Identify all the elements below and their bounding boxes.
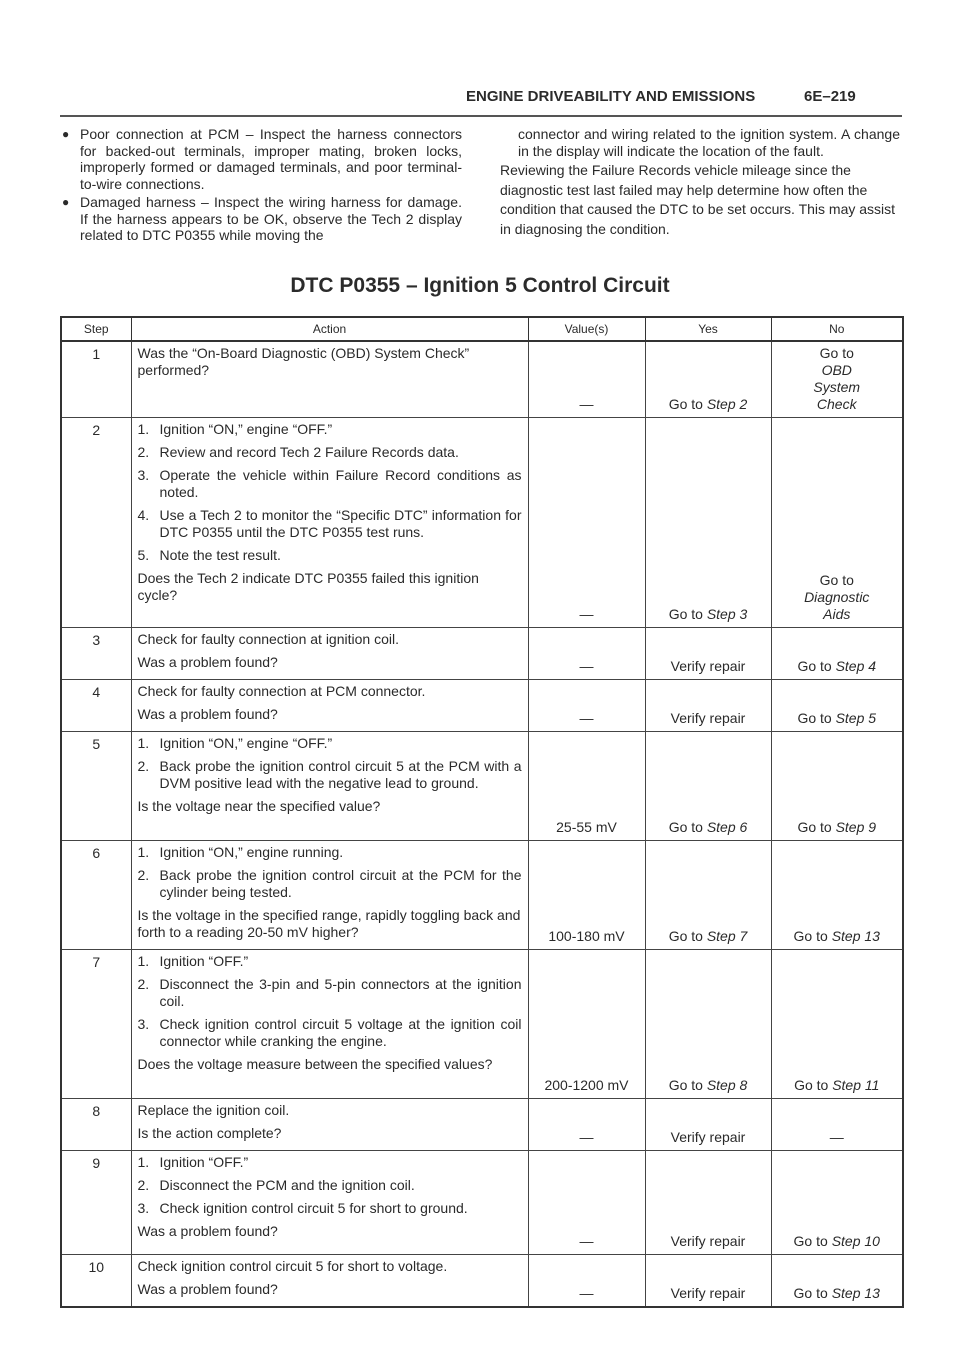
action-item [138,547,522,564]
action-item-text: Use a Tech 2 to monitor the “Specific DTC” information for DTC P0355 until the DTC P0355 test runs. [159,507,522,540]
table-row [61,680,903,732]
bullet-item [62,126,462,192]
table-row [61,1255,903,1307]
step-number: 5 [61,732,131,841]
no-cell [771,1099,903,1151]
action-cell [131,1151,528,1255]
action-cell [131,1255,528,1307]
value-cell: — [528,418,645,628]
no-prefix: Go to [819,345,854,361]
value-cell: — [528,680,645,732]
yes-prefix: Verify repair [670,1233,746,1249]
no-reference: Step 5 [835,710,877,726]
action-cell [131,950,528,1099]
no-prefix: Go to [793,1233,832,1249]
yes-prefix: Verify repair [670,658,746,674]
step-number: 8 [61,1099,131,1151]
action-lead: Check for faulty connection at ignition coil. [137,631,399,647]
step-number: 1 [61,341,131,418]
header-no: No [771,317,903,341]
value-cell: — [528,341,645,418]
no-cell [771,341,903,418]
no-cell [771,732,903,841]
yes-reference: Step 6 [706,819,748,835]
action-question: Was a problem found? [137,1281,278,1297]
action-cell [131,1099,528,1151]
no-prefix: Go to [819,572,854,588]
action-item-number: 1. [137,735,150,751]
action-item-text: Check ignition control circuit 5 for short to ground. [159,1200,468,1216]
action-item [138,735,522,752]
yes-reference: Step 8 [706,1077,748,1093]
yes-prefix: Go to [668,819,707,835]
action-question: Was a problem found? [137,1223,278,1239]
diagnostic-table [60,316,904,1308]
value-cell: 100-180 mV [528,841,645,950]
action-cell [131,341,528,418]
no-cell [771,950,903,1099]
yes-prefix: Go to [668,928,707,944]
yes-cell [645,1151,771,1255]
yes-reference: Step 7 [706,928,748,944]
action-item-text: Ignition “OFF.” [159,1154,249,1170]
table-row [61,841,903,950]
step-number: 9 [61,1151,131,1255]
no-reference: Step 13 [831,1284,880,1301]
action-item-number: 2. [137,1177,150,1193]
yes-cell [645,1099,771,1151]
action-item [138,976,522,1010]
value-cell: — [528,628,645,680]
action-cell [131,628,528,680]
table-header-row [61,317,903,341]
action-item-number: 3. [137,467,150,483]
action-item [138,444,522,461]
no-cell [771,418,903,628]
action-item-text: Back probe the ignition control circuit at the PCM for the cylinder being tested. [159,867,522,900]
header-rule [60,115,902,117]
value-cell: — [528,1255,645,1307]
action-item-number: 3. [137,1016,150,1032]
no-reference: Step 9 [835,819,877,835]
header-yes: Yes [645,317,771,341]
yes-prefix: Go to [668,1077,707,1093]
yes-prefix: Verify repair [670,1129,746,1145]
step-number: 7 [61,950,131,1099]
action-question: Was a problem found? [137,654,278,670]
action-question: Was the “On-Board Diagnostic (OBD) System Check” performed? [137,345,470,378]
header-values: Value(s) [528,317,645,341]
step-number: 4 [61,680,131,732]
action-item [138,953,522,970]
page-title: DTC P0355 – Ignition 5 Control Circuit [290,274,670,297]
bullet-icon: ● [62,127,70,141]
action-item-text: Operate the vehicle within Failure Record conditions as noted. [159,467,522,500]
bullet-continuation: connector and wiring related to the ignition system. A change in the display will indicate the location of the fault. [518,126,900,159]
bullet-text: Damaged harness – Inspect the wiring harness for damage. If the harness appears to be OK, observe the Tech 2 display related to DTC P0355 while moving the [80,194,462,243]
table-row [61,732,903,841]
table-row [61,1151,903,1255]
action-item-text: Review and record Tech 2 Failure Records data. [159,444,459,460]
action-question: Does the Tech 2 indicate DTC P0355 failed this ignition cycle? [137,570,479,603]
action-item-number: 3. [137,1200,150,1216]
yes-cell [645,841,771,950]
bullet-text: Poor connection at PCM – Inspect the harness connectors for backed-out terminals, improper mating, broken locks, improperly formed or damaged terminals, and poor terminal-to-wire connections. [80,126,462,192]
yes-reference: Step 3 [706,606,748,622]
yes-cell [645,950,771,1099]
action-cell [131,418,528,628]
yes-cell [645,732,771,841]
action-item-number: 2. [137,976,150,992]
no-prefix: — [829,1129,844,1145]
no-prefix: Go to [793,1284,832,1301]
step-number: 3 [61,628,131,680]
section-title: ENGINE DRIVEABILITY AND EMISSIONS [466,88,756,105]
table-row [61,341,903,418]
value-cell: 200-1200 mV [528,950,645,1099]
yes-cell [645,680,771,732]
bullet-item [62,194,462,244]
no-cell [771,1255,903,1307]
step-number: 10 [61,1255,131,1307]
action-item-number: 5. [137,547,150,563]
action-question: Is the voltage near the specified value? [137,798,381,814]
action-item-text: Note the test result. [159,547,281,563]
table-row [61,950,903,1099]
action-item [138,1016,522,1050]
action-item-text: Ignition “ON,” engine “OFF.” [159,421,333,437]
bullet-icon: ● [62,195,70,209]
no-reference: Step 13 [831,928,880,944]
action-question: Is the action complete? [137,1125,282,1141]
no-cell [771,841,903,950]
no-cell [771,680,903,732]
header-step: Step [61,317,131,341]
action-item [138,867,522,901]
step-number: 2 [61,418,131,628]
no-prefix: Go to [797,658,836,674]
action-item [138,1154,522,1171]
step-number: 6 [61,841,131,950]
yes-reference: Step 2 [706,396,748,412]
action-item-number: 1. [137,953,150,969]
table-row [61,418,903,628]
action-cell [131,732,528,841]
action-item-number: 2. [137,444,150,460]
no-cell [771,1151,903,1255]
action-lead: Check for faulty connection at PCM connector. [137,683,426,699]
action-item [138,1177,522,1194]
no-reference: OBD System Check [813,362,861,412]
intro-right-column [500,126,900,239]
no-prefix: Go to [793,928,832,944]
yes-prefix: Verify repair [670,710,746,726]
action-item-text: Check ignition control circuit 5 voltage at the ignition coil connector while cranking the engine. [159,1016,522,1049]
no-reference: Step 11 [832,1077,880,1093]
no-reference: Step 4 [835,658,877,674]
yes-cell [645,1255,771,1307]
action-item [138,507,522,541]
intro-paragraph: Reviewing the Failure Records vehicle mileage since the diagnostic test last failed may help determine how often the condition that caused the DTC to be set occurs. This may assist in diagnosing the condition. [500,162,896,237]
action-item-text: Ignition “OFF.” [159,953,249,969]
page-number: 6E–219 [804,88,856,105]
action-item-number: 4. [137,507,150,523]
page-header [466,88,856,105]
action-question: Is the voltage in the specified range, rapidly toggling back and forth to a reading 20-50 mV higher? [137,907,521,940]
no-prefix: Go to [797,819,836,835]
action-item-text: Disconnect the PCM and the ignition coil. [159,1177,415,1193]
action-question: Was a problem found? [137,706,278,722]
no-reference: Diagnostic Aids [804,589,870,622]
action-item-text: Ignition “ON,” engine “OFF.” [159,735,333,751]
intro-left-column [62,126,462,246]
value-cell: 25-55 mV [528,732,645,841]
action-item-number: 1. [137,421,150,437]
yes-prefix: Go to [668,396,707,412]
no-reference: Step 10 [831,1233,880,1249]
no-prefix: Go to [797,710,836,726]
action-item-number: 2. [137,758,150,774]
action-item-text: Ignition “ON,” engine running. [159,844,344,860]
yes-prefix: Verify repair [670,1284,746,1301]
action-question: Does the voltage measure between the specified values? [137,1056,493,1072]
action-item-text: Disconnect the 3-pin and 5-pin connectors at the ignition coil. [159,976,522,1009]
action-item [138,758,522,792]
value-cell: — [528,1151,645,1255]
action-lead: Replace the ignition coil. [137,1102,290,1118]
action-cell [131,680,528,732]
value-cell: — [528,1099,645,1151]
action-cell [131,841,528,950]
header-action: Action [131,317,528,341]
action-item-number: 1. [137,844,150,860]
action-item [138,421,522,438]
yes-cell [645,628,771,680]
action-item [138,1200,522,1217]
action-item-number: 2. [137,867,150,883]
yes-prefix: Go to [668,606,707,622]
action-item [138,467,522,501]
no-cell [771,628,903,680]
table-row [61,628,903,680]
action-item-number: 1. [137,1154,150,1170]
table-row [61,1099,903,1151]
yes-cell [645,418,771,628]
action-item [138,844,522,861]
action-lead: Check ignition control circuit 5 for short to voltage. [137,1258,448,1274]
yes-cell [645,341,771,418]
no-prefix: Go to [794,1077,833,1093]
action-item-text: Back probe the ignition control circuit 5 at the PCM with a DVM positive lead with the negative lead to ground. [159,758,522,791]
